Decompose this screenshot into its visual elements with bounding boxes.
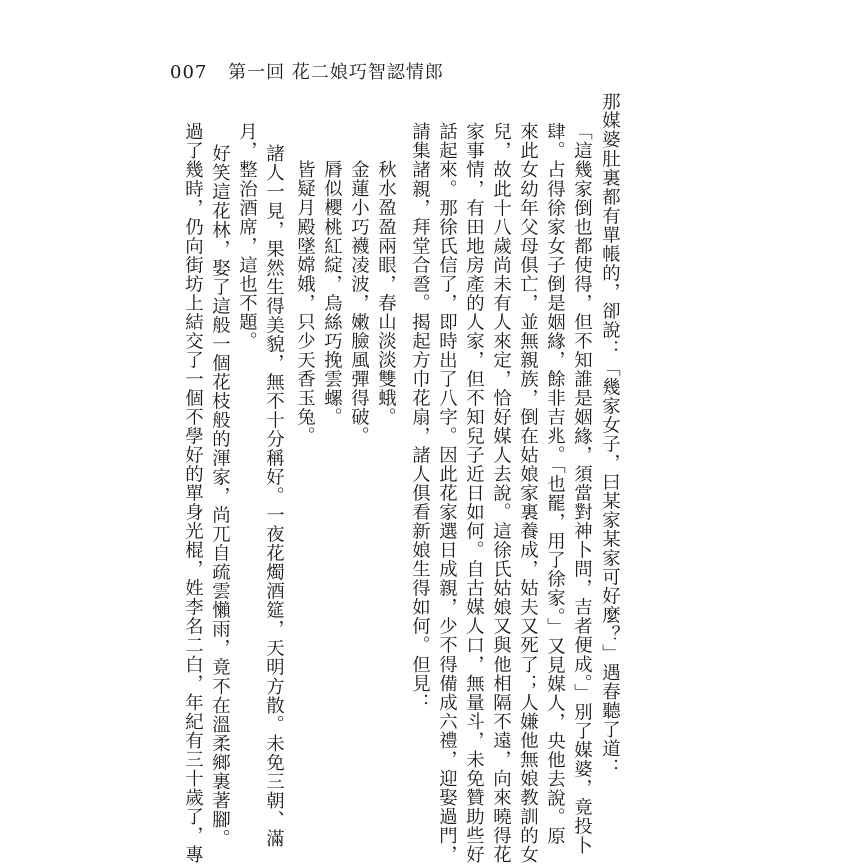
running-header	[170, 58, 444, 84]
text-column: 來此女幼年父母俱亡，並無親族，倒在姑娘家裏養成，姑夫又死了；人嫌他無娘教訓的女	[517, 122, 539, 864]
text-column: 請集諸親，拜堂合巹。揭起方巾花扇，諸人俱看新娘生得如何。但見：	[409, 122, 431, 712]
text-column: 過了幾時，仍向街坊上結交了一個不學好的單身光棍，姓李名二白，年紀有三十歲了，專	[182, 122, 204, 864]
text-column: 肆。占得徐家女子倒是姻緣，餘非吉兆。「也罷，用了徐家。」又見媒人，央他去說。原	[544, 122, 566, 846]
verse-line: 金蓮小巧襪凌波，嫩臉風彈得破。	[348, 160, 370, 446]
page-number: 007	[170, 62, 208, 83]
text-column: 兒，故此十八歲尚未有人來定，恰好媒人去說。這徐氏姑娘又與他相隔不遠，向來曉得花	[490, 122, 512, 864]
text-column: 好笑這花林，娶了這般一個花枝般的渾家，尚兀自疏雲懶雨，竟不在溫柔鄉裏著腳。	[209, 144, 231, 848]
text-column: 「這幾家倒也都使得，但不知誰是姻緣，須當對神卜問，吉者便成。」別了媒婆，竟投卜	[571, 122, 593, 855]
chapter-title: 花二娘巧智認情郎	[291, 62, 444, 83]
verse-line: 秋水盈盈兩眼，春山淡淡雙蛾。	[375, 160, 397, 427]
text-column: 那媒婆肚裏都有單帳的，卻說：「幾家女子，曰某家某家可好麼？」遇春聽了道：	[599, 92, 621, 777]
chapter-label: 第一回	[228, 62, 286, 83]
text-column: 話起來。那徐氏信了，即時出了八字。因此花家選日成親，少不得備成六禮，迎娶過門，	[436, 122, 458, 864]
verse-line: 皆疑月殿墜嫦娥，只少天香玉兔。	[294, 160, 316, 446]
text-column: 諸人一見，果然生得美貌，無不十分稱好。一夜花燭酒筵，天明方散。未免三朝、滿	[263, 144, 285, 848]
text-column: 家事情，有田地房產的人家，但不知兒子近日如何。自古媒人口，無量斗，未免贊助些好	[463, 122, 485, 864]
text-column: 月，整治酒席，這也不題。	[236, 122, 258, 351]
verse-line: 脣似櫻桃紅綻，烏絲巧挽雲螺。	[321, 160, 343, 427]
